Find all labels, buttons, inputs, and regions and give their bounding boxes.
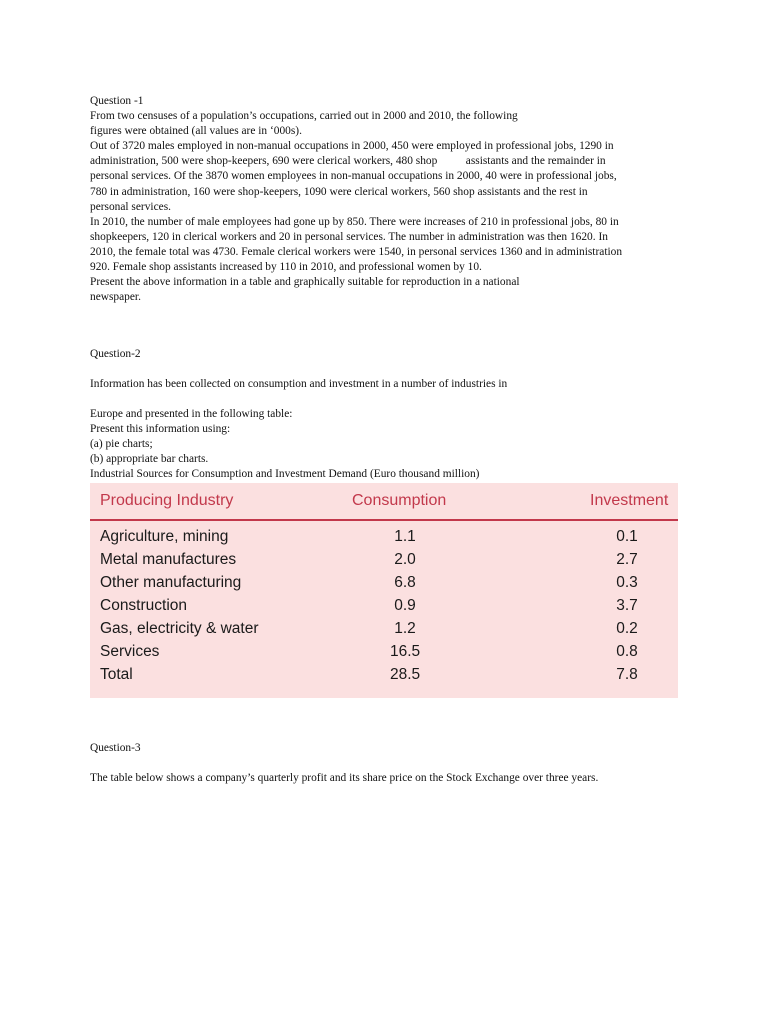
question-1-line: administration, 500 were shop-keepers, 690 were clerical workers, 480 shop assistants and the remainder in <box>90 155 606 168</box>
question-1-line: personal services. <box>90 200 171 213</box>
question-1-line: 2010, the female total was 4730. Female clerical workers were 1540, in personal services 1360 and in administration <box>90 245 623 258</box>
column-header-producing-industry: Producing Industry <box>100 492 234 509</box>
table-row <box>90 618 678 641</box>
consumption-cell: 6.8 <box>394 574 416 591</box>
consumption-cell: 28.5 <box>390 666 421 683</box>
question-1-line: shopkeepers, 120 in clerical workers and 20 in personal services. The number in administration was then 1620. In <box>90 230 608 243</box>
consumption-cell: 0.9 <box>394 597 416 614</box>
industry-cell: Construction <box>100 597 188 614</box>
question-3-text: The table below shows a company’s quarterly profit and its share price on the Stock Exchange over three years. <box>90 772 599 784</box>
question-2-line: Europe and presented in the following table: <box>90 408 293 420</box>
consumption-cell: 16.5 <box>390 643 421 660</box>
question-2-heading-block <box>90 347 690 362</box>
question-2-line: Present this information using: <box>90 423 231 436</box>
question-1-line: newspaper. <box>90 291 141 304</box>
question-2-heading: Question-2 <box>90 348 141 360</box>
question-2-line: (a) pie charts; <box>90 438 153 451</box>
question-2-intro: Information has been collected on consumption and investment in a number of industries in <box>90 378 508 390</box>
question-3-heading: Question-3 <box>90 742 141 754</box>
question-3-heading-block <box>90 741 690 756</box>
question-1-line: 920. Female shop assistants increased by 110 in 2010, and professional women by 10. <box>90 261 482 274</box>
question-1-line: In 2010, the number of male employees had gone up by 850. There were increases of 210 in professional jobs, 80 in <box>90 215 619 228</box>
question-2-line: (b) appropriate bar charts. <box>90 453 209 466</box>
investment-cell: 2.7 <box>616 551 638 568</box>
table-row-total <box>90 664 678 687</box>
industry-cell: Gas, electricity & water <box>100 620 259 637</box>
question-1-heading: Question -1 <box>90 95 144 107</box>
question-2-body <box>90 407 690 482</box>
investment-cell: 0.1 <box>616 528 638 545</box>
investment-cell: 0.8 <box>616 643 638 660</box>
industry-cell: Other manufacturing <box>100 574 242 591</box>
question-2-intro-block <box>90 377 690 392</box>
question-1 <box>90 94 690 305</box>
table-row <box>90 595 678 618</box>
table-body <box>90 526 678 687</box>
header-divider <box>90 519 678 521</box>
investment-cell: 0.3 <box>616 574 638 591</box>
column-header-investment: Investment <box>590 492 669 509</box>
industry-cell: Total <box>100 666 133 683</box>
column-header-consumption: Consumption <box>352 492 447 509</box>
question-1-line: figures were obtained (all values are in ‘000s). <box>90 125 302 138</box>
consumption-cell: 1.1 <box>394 528 416 545</box>
question-1-line: 780 in administration, 160 were shop-keepers, 1090 were clerical workers, 560 shop assistants and the rest in <box>90 185 588 198</box>
question-1-line: Out of 3720 males employed in non-manual occupations in 2000, 450 were employed in professional jobs, 1290 in <box>90 140 614 153</box>
consumption-cell: 2.0 <box>394 551 416 568</box>
industry-cell: Agriculture, mining <box>100 528 229 545</box>
investment-cell: 7.8 <box>616 666 638 683</box>
table-caption: Industrial Sources for Consumption and Investment Demand (Euro thousand million) <box>90 468 480 481</box>
investment-cell: 3.7 <box>616 597 638 614</box>
question-1-line: From two censuses of a population’s occupations, carried out in 2000 and 2010, the following <box>90 110 518 123</box>
table-row <box>90 641 678 664</box>
consumption-cell: 1.2 <box>394 620 416 637</box>
question-3-body <box>90 771 690 786</box>
industry-cell: Metal manufactures <box>100 551 237 568</box>
table-row <box>90 549 678 572</box>
table-row <box>90 572 678 595</box>
investment-cell: 0.2 <box>616 620 638 637</box>
industry-cell: Services <box>100 643 160 660</box>
question-1-line: personal services. Of the 3870 women employees in non-manual occupations in 2000, 40 were in professional jobs, <box>90 170 617 183</box>
table-row <box>90 526 678 549</box>
industry-table <box>90 483 678 698</box>
question-1-line: Present the above information in a table and graphically suitable for reproduction in a national <box>90 276 520 289</box>
